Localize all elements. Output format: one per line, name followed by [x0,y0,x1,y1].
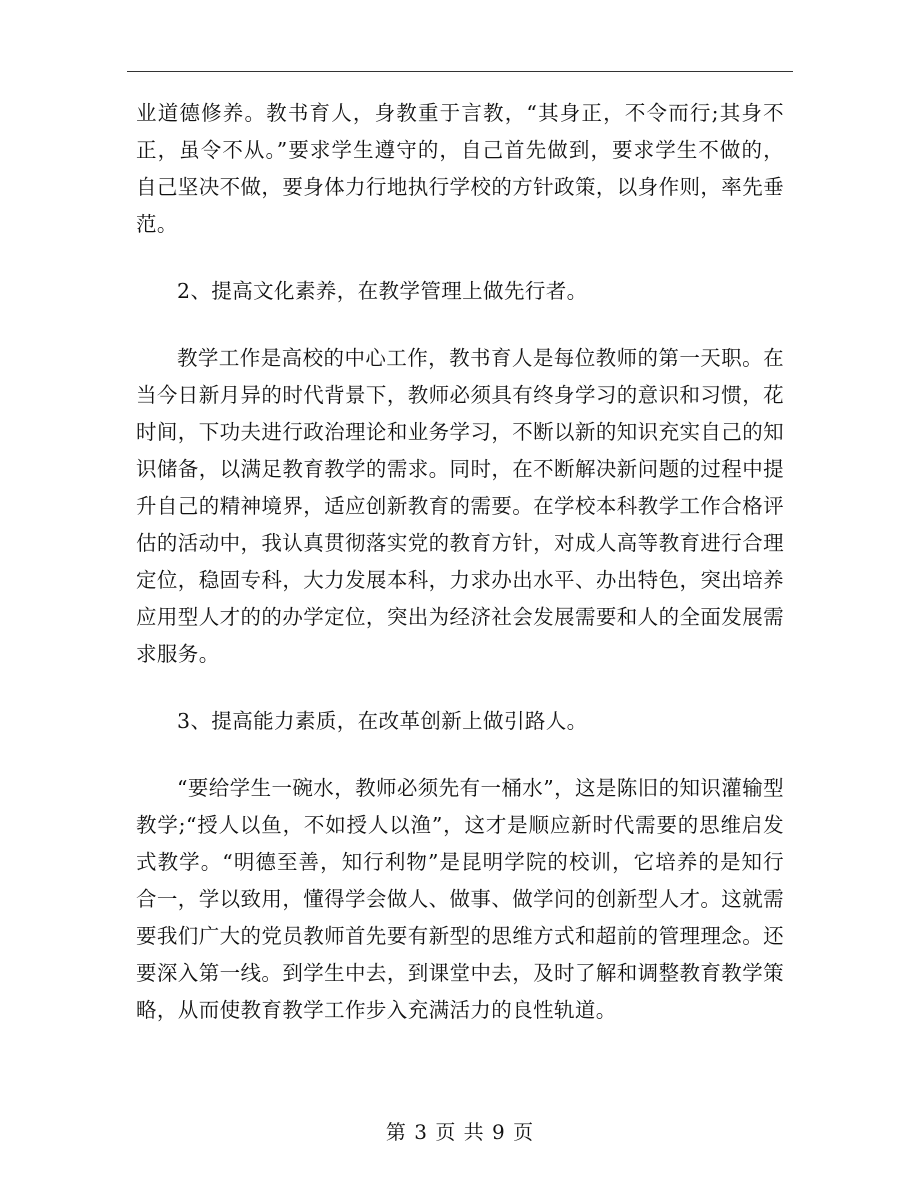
header-rule [127,71,793,72]
document-body [136,95,784,1029]
paragraph-2-heading: 2、提高文化素养，在教学管理上做先行者。 [177,279,588,303]
paragraph-4-heading: 3、提高能力素质，在改革创新上做引路人。 [177,709,588,733]
paragraph-3: 教学工作是高校的中心工作，教书育人是每位教师的第一天职。在当今日新月异的时代背景下，教师必须具有终身学习的意识和习惯，花时间，下功夫进行政治理论和业务学习，不断以新的知识充实自己的知识储备，以满足教育教学的需求。同时，在不断解决新问题的过程中提升自己的精神境界，适应创新教育的需要。在学校本科教学工作合格评估的活动中，我认真贯彻落实党的教育方针，对成人高等教育进行合理定位，稳固专科，大力发展本科，力求办出水平、办出特色，突出培养应用型人才的的办学定位，突出为经济社会发展需要和人的全面发展需求服务。 [136,346,784,666]
paragraph-1: 业道德修养。教书育人，身教重于言教，“其身正，不令而行;其身不正，虽令不从。”要求学生遵守的，自己首先做到，要求学生不做的，自己坚决不做，要身体力行地执行学校的方针政策，以身作则，率先垂范。 [136,101,784,236]
paragraph-5: “要给学生一碗水，教师必须先有一桶水”，这是陈旧的知识灌输型教学;“授人以鱼，不如授人以渔”，这才是顺应新时代需要的思维启发式教学。“明德至善，知行利物”是昆明学院的校训，它培养的是知行合一，学以致用，懂得学会做人、做事、做学问的创新型人才。这就需要我们广大的党员教师首先要有新型的思维方式和超前的管理理念。还要深入第一线。到学生中去，到课堂中去，及时了解和调整教育教学策略，从而使教育教学工作步入充满活力的良性轨道。 [136,776,784,1022]
page-number-footer: 第 3 页 共 9 页 [385,1120,535,1144]
